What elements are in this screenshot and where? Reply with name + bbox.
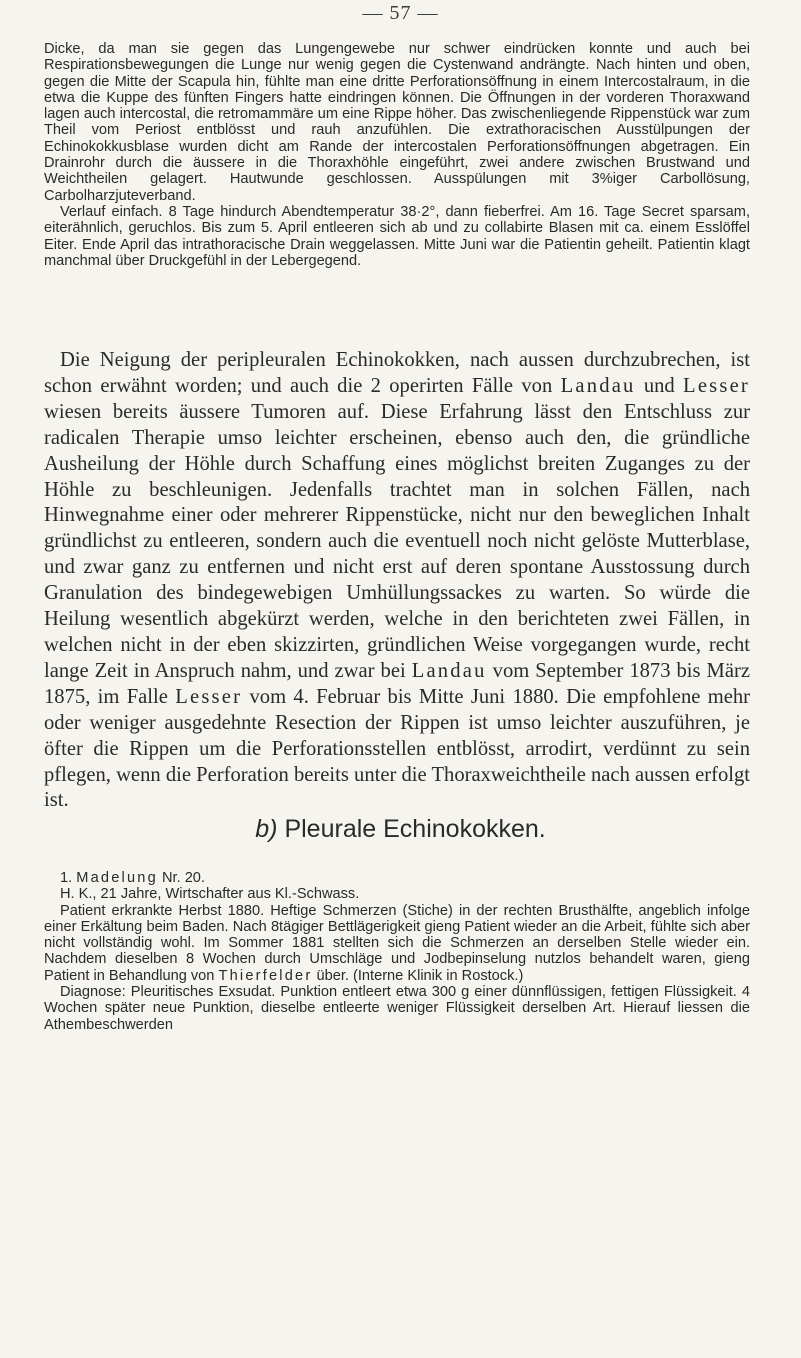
section-heading [0, 815, 801, 844]
case-report [44, 870, 750, 1033]
case-patient: H. K., 21 Jahre, Wirtschafter aus Kl.-Schwass. [60, 886, 360, 903]
main-text-part: und [635, 374, 684, 397]
main-text-part: vom 4. Februar bis Mitte Juni 1880. Die empfohlene mehr oder weniger ausgedehnte Resection der Rippen ist umso leichter auszuführen, je öfter die Rippen um die Perforationsstellen entblösst, arrodirt, verdünnt zu sein pflegen, wenn die Perforation bereits unter die Thoraxweichtheile nach aussen erfolgt ist. [44, 685, 751, 812]
main-discussion-text [44, 348, 750, 814]
case-author: Madelung [76, 870, 158, 886]
author-name: Landau [560, 374, 636, 397]
case-history-text: Patient erkrankte Herbst 1880. Heftige Schmerzen (Stiche) in der rechten Brusthälfte, angeblich infolge einer Erkältung beim Baden. Nach 8tägiger Bettlägerigkeit gieng Patient wieder an die Arbeit, fühlte sich aber nicht vollständig wohl. Im Sommer 1881 stellten sich die Schmerzen an derselben Stelle wieder ein. Nachdem dieselben 8 Wochen durch Umschläge und Jodbepinselung nutzlos behandelt waren, gieng Patient in Behandlung von [44, 902, 750, 984]
main-text-part: vom September 1873 bis März 1875, im Falle [44, 659, 750, 708]
physician-name: Thierfelder [218, 967, 313, 984]
main-paragraph [44, 348, 750, 814]
case-reference [44, 870, 750, 886]
author-name: Lesser [683, 374, 750, 397]
case-continuation-text [44, 41, 750, 269]
author-name: Landau [411, 659, 487, 682]
author-name: Lesser [175, 685, 243, 708]
main-text-part: wiesen bereits äussere Tumoren auf. Diese Erfahrung lässt den Entschluss zur radicalen Therapie umso leichter erscheinen, ebenso auch den, die gründliche Ausheilung der Höhle durch Schaffung eines möglichst breiten Zuganges zu der Höhle zu beschleunigen. Jedenfalls trachtet man in solchen Fällen, nach Hinwegnahme einer oder mehrerer Rippenstücke, nicht nur den beweglichen Inhalt gründlichst zu entleeren, sondern auch die eventuell noch nicht gelöste Mutterblase, und zwar ganz zu entfernen und nicht erst auf deren spontane Ausstossung durch Granulation des bindegewebigen Umhüllungssackes zu warten. So würde die Heilung wesentlich abgekürzt werden, welche in den berichteten zwei Fällen, in welchen nicht in der eben skizzirten, gründlichen Weise vorgegangen wurde, recht lange Zeit in Anspruch nahm, und zwar bei [44, 400, 750, 682]
intro-paragraph-course: Verlauf einfach. 8 Tage hindurch Abendtemperatur 38·2°, dann fieberfrei. Am 16. Tage Secret sparsam, eiterähnlich, geruchlos. Bis zum 5. April entleeren sich ab und zu collabirte Blasen mit ca. einem Esslöffel Eiter. Ende April das intrathoracische Drain weggelassen. Mitte Juni war die Patientin geheilt. Patientin klagt manchmal über Druckgefühl in der Lebergegend. [44, 203, 750, 269]
case-number: 1. [60, 870, 73, 886]
section-label: b) [255, 815, 278, 843]
case-history [44, 903, 750, 984]
page-number: — 57 — [362, 2, 439, 24]
section-title: Pleurale Echinokokken. [284, 815, 546, 843]
main-text-part: Die Neigung der peripleuralen Echinokokken, nach aussen durchzubrechen, ist schon erwähnt worden; und auch die 2 operirten Fälle von [44, 349, 750, 397]
case-reference-detail: Nr. 20. [157, 870, 205, 886]
case-diagnosis: Diagnose: Pleuritisches Exsudat. Punktion entleert etwa 300 g einer dünnflüssigen, fettigen Flüssigkeit. 4 Wochen später neue Punktion, dieselbe entleerte weniger Flüssigkeit derselben Art. Hierauf liessen die Athembeschwerden [44, 984, 750, 1033]
case-history-text: über. (Interne Klinik in Rostock.) [312, 967, 524, 984]
intro-paragraph-operation: Dicke, da man sie gegen das Lungengewebe nur schwer eindrücken konnte und auch bei Respirationsbewegungen die Lunge nur wenig gegen die Cystenwand andrängte. Nach hinten und oben, gegen die Mitte der Scapula hin, fühlte man eine dritte Perforationsöffnung in einem Intercostalraum, in die etwa die Kuppe des fünften Fingers hatte eindringen können. Die Öffnungen in der vorderen Thoraxwand lagen auch intercostal, die retromammäre um eine Rippe höher. Das zwischenliegende Rippenstück war zum Theil vom Periost entblösst und rauh anzufühlen. Die extrathoracischen Ausstülpungen der Echinokokkusblase wurden dicht am Rande der intercostalen Perforationsöffnungen abgetragen. Ein Drainrohr durch die äussere in die Thoraxhöhle eingeführt, zwei andere zwischen Brustwand und Weichtheilen gelagert. Hautwunde geschlossen. Ausspülungen mit 3%iger Carbollösung, Carbolharzjuteverband. [44, 41, 750, 204]
